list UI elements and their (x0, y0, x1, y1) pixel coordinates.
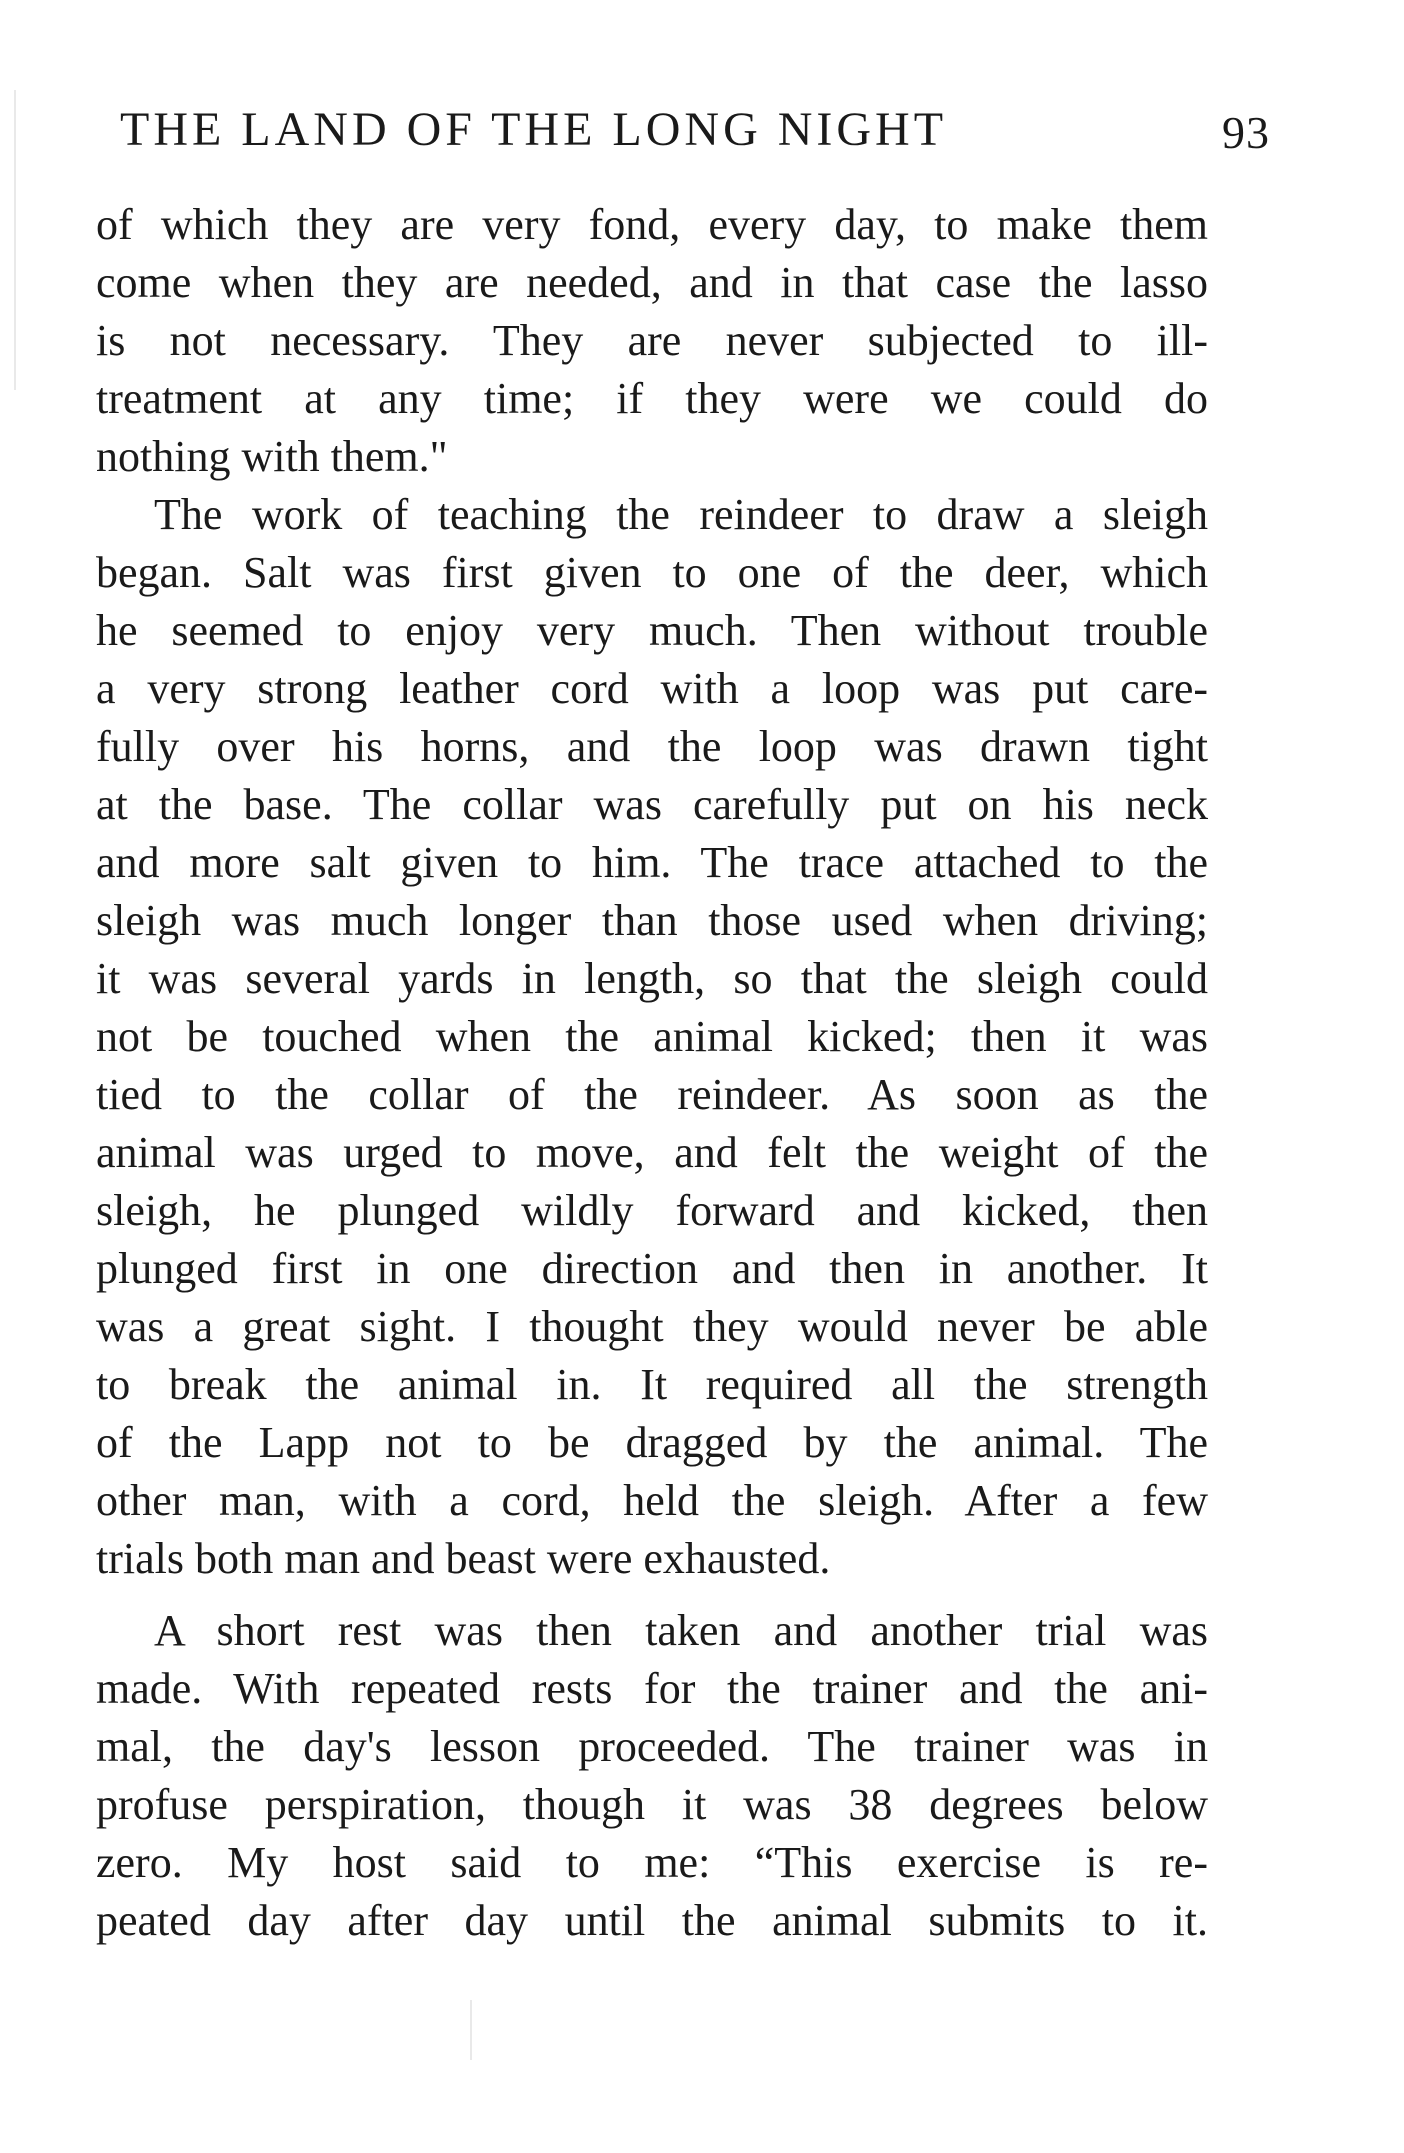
text-line: sleigh was much longer than those used when driving; (96, 896, 1208, 945)
text-line: made. With repeated rests for the trainer and the ani- (96, 1664, 1208, 1713)
text-line: nothing with them." (96, 432, 448, 481)
paragraph-gap (96, 1588, 1208, 1602)
text-line: other man, with a cord, held the sleigh. After a few (96, 1476, 1208, 1525)
text-line: a very strong leather cord with a loop was put care- (96, 664, 1208, 713)
text-line: come when they are needed, and in that case the lasso (96, 258, 1208, 307)
text-line: of the Lapp not to be dragged by the animal. The (96, 1418, 1208, 1467)
text-line: and more salt given to him. The trace attached to the (96, 838, 1208, 887)
paragraph-start-line: A short rest was then taken and another trial was (154, 1606, 1208, 1655)
text-line: began. Salt was first given to one of the deer, which (96, 548, 1208, 597)
text-line: he seemed to enjoy very much. Then without trouble (96, 606, 1208, 655)
text-line: treatment at any time; if they were we could do (96, 374, 1208, 423)
text-line: at the base. The collar was carefully put on his neck (96, 780, 1208, 829)
text-line: it was several yards in length, so that the sleigh could (96, 954, 1208, 1003)
text-line: peated day after day until the animal submits to it. (96, 1896, 1208, 1945)
text-line: is not necessary. They are never subjected to ill- (96, 316, 1208, 365)
running-head (120, 102, 1270, 162)
page-number: 93 (1222, 107, 1270, 158)
scan-margin-mark (470, 2000, 472, 2060)
text-line: zero. My host said to me: “This exercise is re- (96, 1838, 1208, 1887)
text-line: trials both man and beast were exhausted. (96, 1534, 831, 1583)
text-line: was a great sight. I thought they would never be able (96, 1302, 1208, 1351)
text-line: sleigh, he plunged wildly forward and kicked, then (96, 1186, 1208, 1235)
scan-margin-mark (14, 90, 16, 390)
running-title: THE LAND OF THE LONG NIGHT (120, 103, 948, 156)
paragraph-start-line: The work of teaching the reindeer to draw a sleigh (154, 490, 1208, 539)
text-line: fully over his horns, and the loop was drawn tight (96, 722, 1208, 771)
text-line: of which they are very fond, every day, to make them (96, 200, 1208, 249)
text-line: to break the animal in. It required all the strength (96, 1360, 1208, 1409)
text-line: profuse perspiration, though it was 38 degrees below (96, 1780, 1208, 1829)
text-line: not be touched when the animal kicked; then it was (96, 1012, 1208, 1061)
text-line: tied to the collar of the reindeer. As soon as the (96, 1070, 1208, 1119)
text-line: plunged first in one direction and then in another. It (96, 1244, 1208, 1293)
text-line: animal was urged to move, and felt the weight of the (96, 1128, 1208, 1177)
text-line: mal, the day's lesson proceeded. The trainer was in (96, 1722, 1208, 1771)
body-text (96, 196, 1208, 1950)
